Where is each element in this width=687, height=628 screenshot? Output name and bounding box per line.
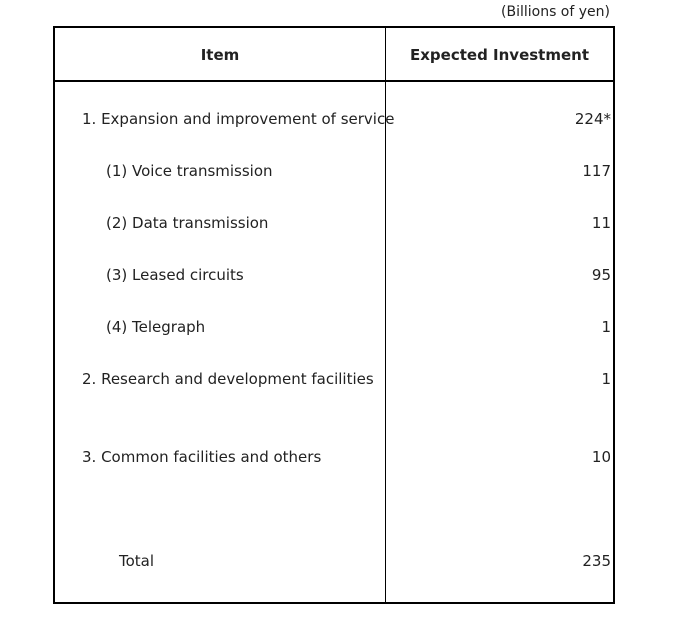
row-value-telegraph: 1 (601, 318, 611, 336)
header-rule (55, 80, 613, 82)
row-value-leased: 95 (591, 266, 611, 284)
unit-note: (Billions of yen) (501, 4, 610, 20)
row-value-voice: 117 (582, 162, 611, 180)
row-value-expansion: 224* (574, 110, 611, 128)
row-label-research: 2. Research and development facilities (82, 370, 374, 388)
row-label-common: 3. Common facilities and others (82, 448, 322, 466)
investment-table (53, 26, 615, 604)
row-label-telegraph: (4) Telegraph (106, 318, 206, 336)
row-label-expansion: 1. Expansion and improvement of service (82, 110, 395, 128)
row-value-total: 235 (582, 552, 611, 570)
header-expected-investment: Expected Investment (410, 46, 589, 64)
row-label-total: Total (119, 552, 155, 570)
row-value-research: 1 (601, 370, 611, 388)
row-label-voice: (1) Voice transmission (106, 162, 273, 180)
row-label-data: (2) Data transmission (106, 214, 269, 232)
header-item: Item (200, 46, 240, 64)
row-value-common: 10 (591, 448, 611, 466)
row-value-data: 11 (591, 214, 611, 232)
row-label-leased: (3) Leased circuits (106, 266, 244, 284)
